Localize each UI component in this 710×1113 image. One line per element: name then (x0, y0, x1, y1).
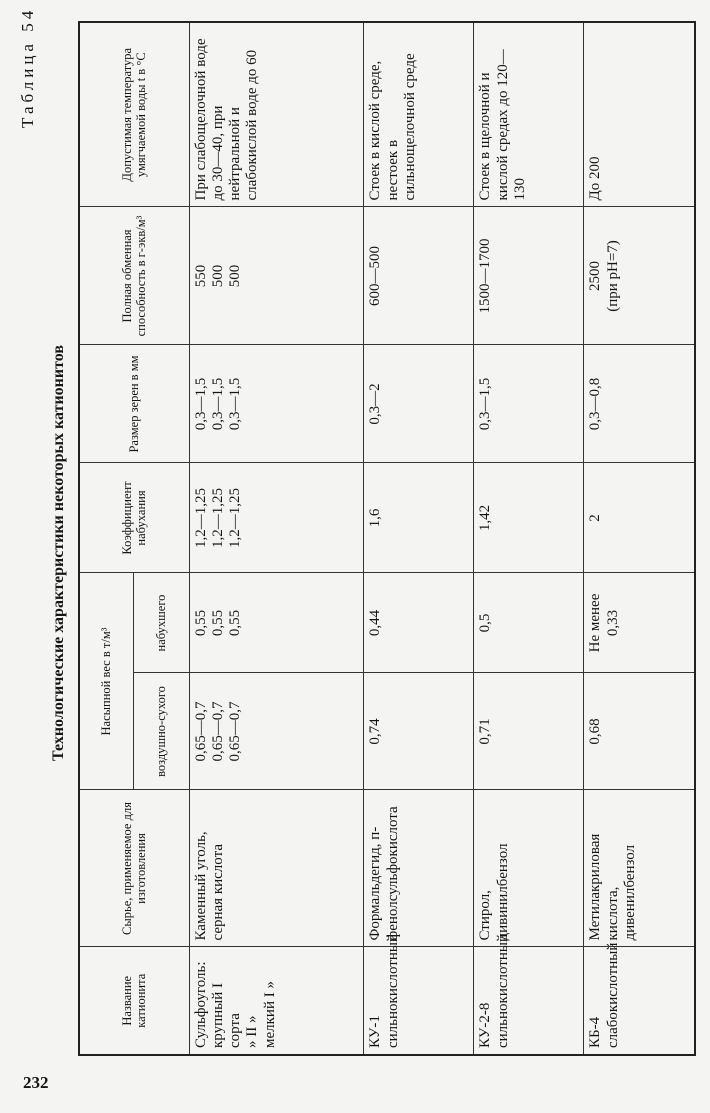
cell-grain-size: 0,3—1,5 0,3—1,5 0,3—1,5 (189, 345, 364, 463)
header-air-dry: воздушно-сухого (133, 673, 189, 790)
header-name: Название катионита (79, 947, 189, 1055)
cell-swelling-coeff: 1,6 (364, 463, 474, 573)
cell-swollen: Не менее 0,33 (584, 573, 695, 673)
cell-swelling-coeff: 1,2—1,25 1,2—1,25 1,2—1,25 (189, 463, 364, 573)
table-row (364, 22, 474, 1055)
cell-grain-size: 0,3—0,8 (584, 345, 695, 463)
table-row (189, 22, 364, 1055)
table-number: Таблица 54 (18, 6, 37, 128)
cell-name: КБ-4 слабокислотный (584, 947, 695, 1055)
cell-exchange-capacity: 1500—1700 (474, 207, 584, 345)
page-number: 232 (23, 1073, 49, 1092)
header-raw-material: Сырье, применяемое для изготовления (79, 790, 189, 947)
cell-air-dry: 0,71 (474, 673, 584, 790)
table-caption: Технологические характеристики некоторых катионитов (50, 345, 67, 761)
cell-swollen: 0,55 0,55 0,55 (189, 573, 364, 673)
cell-raw-material: Стирол, дивинилбензол (474, 790, 584, 947)
cell-air-dry: 0,74 (364, 673, 474, 790)
cell-swollen: 0,44 (364, 573, 474, 673)
cell-name: КУ-2-8 сильнокислотный (474, 947, 584, 1055)
cell-raw-material: Метилакриловая кислота, дивенилбензол (584, 790, 695, 947)
cell-temperature: До 200 (584, 22, 695, 207)
header-bulk-weight: Насыпной вес в т/м³ (79, 573, 133, 790)
cell-name: Сульфоуголь: крупный I сорта » II » мелкий I » (189, 947, 364, 1055)
header-exchange-capacity: Полная обменная способность в г-экв/м³ (79, 207, 189, 345)
cell-air-dry: 0,65—0,7 0,65—0,7 0,65—0,7 (189, 673, 364, 790)
cell-air-dry: 0,68 (584, 673, 695, 790)
cell-raw-material: Каменный уголь, серная кислота (189, 790, 364, 947)
cell-name: КУ-1 сильнокислотный (364, 947, 474, 1055)
cell-temperature: Стоек в щелочной и кислой средах до 120—130 (474, 22, 584, 207)
cell-temperature: Стоек в кислой среде, нестоек в сильнощелочной среде (364, 22, 474, 207)
cell-exchange-capacity: 550 500 500 (189, 207, 364, 345)
table-row (474, 22, 584, 1055)
header-swollen: набухшего (133, 573, 189, 673)
cation-exchangers-table (78, 21, 696, 1056)
cell-grain-size: 0,3—1,5 (474, 345, 584, 463)
cell-swelling-coeff: 1,42 (474, 463, 584, 573)
cell-grain-size: 0,3—2 (364, 345, 474, 463)
header-grain-size: Размер зерен в мм (79, 345, 189, 463)
header-temperature: Допустимая температура умягчаемой воды t в °C (79, 22, 189, 207)
cell-swelling-coeff: 2 (584, 463, 695, 573)
cell-exchange-capacity: 600—500 (364, 207, 474, 345)
cell-temperature: При слабощелочной воде до 30—40, при нейтральной и слабокислой воде до 60 (189, 22, 364, 207)
cell-swollen: 0,5 (474, 573, 584, 673)
header-swelling-coeff: Коэффициент набухания (79, 463, 189, 573)
cell-raw-material: Формальдегид, п-фенолсульфокислота (364, 790, 474, 947)
cell-exchange-capacity: 2500 (при pH=7) (584, 207, 695, 345)
table-row (584, 22, 695, 1055)
